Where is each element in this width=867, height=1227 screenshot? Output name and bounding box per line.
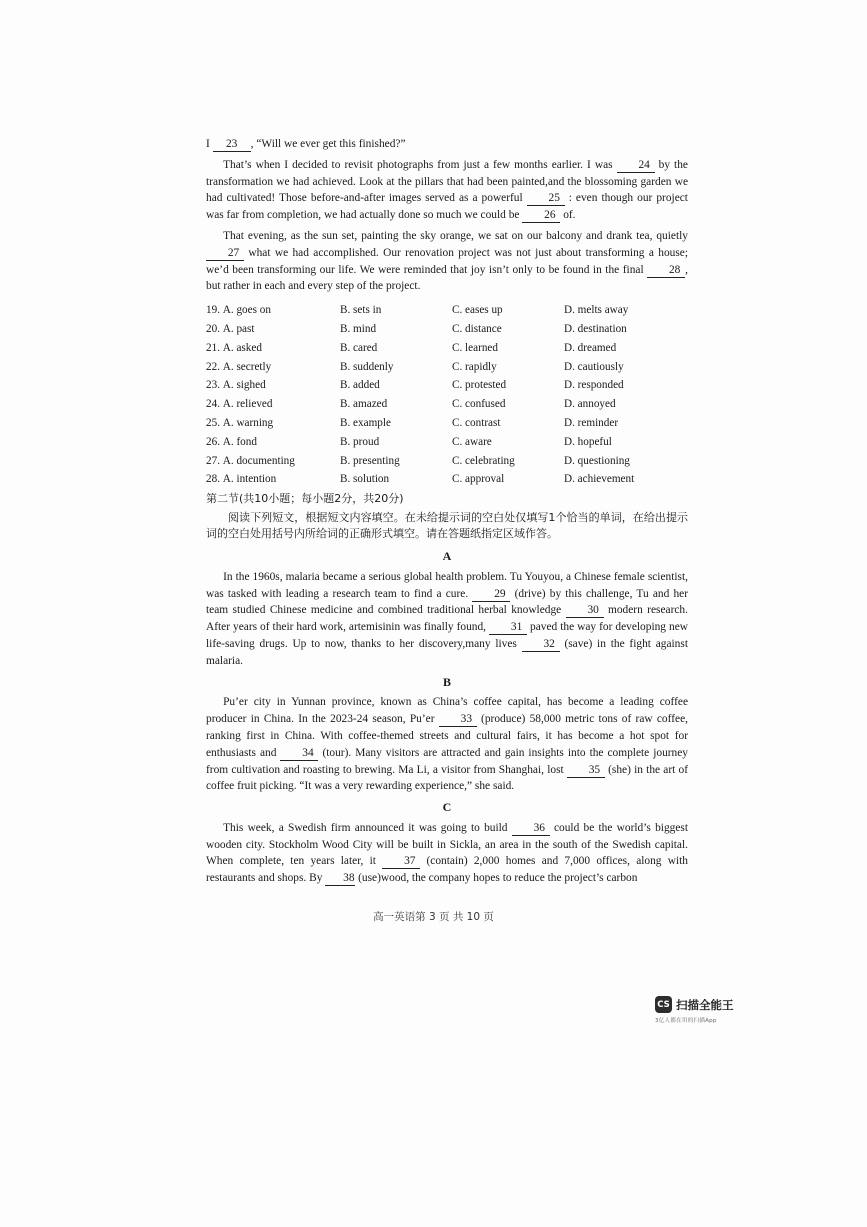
option-b: B. presenting [340,454,400,467]
option-row-28 [206,470,688,489]
option-row-23 [206,376,688,395]
option-c: C. aware [452,435,492,448]
option-d: D. hopeful [564,435,612,448]
option-d: D. dreamed [564,341,617,354]
text: In the 1960s, malaria became a serious global health problem. Tu Youyou, a Chinese female scientist, was tasked with leading a research team to find a cure. [206,570,688,600]
option-row-26 [206,433,688,452]
text: modern research. After years of their hard work, artemisinin was finally found, [206,604,688,634]
option-b: B. added [340,379,380,392]
text: (she) in the art of coffee fruit picking. “It was a very rewarding experience,” she said. [206,763,688,793]
text: , “Will we ever get this finished?” [250,138,406,150]
blank-31: 31 [489,621,527,635]
section-title: 第二节(共10小题；每小题2分，共20分) [206,492,404,506]
text: I [206,138,210,150]
passage-c-label: C [442,800,452,815]
option-b: B. sets in [340,304,382,317]
blank-26: 26 [522,209,560,223]
text: paved the way for developing new life-saving drugs. Up to now, thanks to her discovery,many lives [206,621,688,650]
text: (contain) 2,000 homes and 7,000 offices, along with restaurants and shops. By [206,855,689,885]
blank-27: 27 [206,247,244,261]
option-c: C. protested [452,379,507,392]
passage-b-text [206,694,688,795]
option-row-24 [206,395,688,414]
question-number: 21. [206,341,220,354]
answer-options [206,301,688,489]
blank-35: 35 [567,764,605,778]
option-c: C. learned [452,341,498,354]
blank-36: 36 [512,822,550,836]
option-a: A. intention [222,473,277,486]
text: (drive) by this challenge, Tu and her team studied Chinese medicine and combined traditional herbal knowledge [206,587,688,617]
scanner-watermark [655,996,734,1013]
text: This week, a Swedish firm announced it was going to build [223,821,508,834]
section-instructions: 阅读下列短文，根据短文内容填空。在未给提示词的空白处仅填写1个恰当的单词，在给出提示词的空白处用括号内所给词的正确形式填空。请在答题纸指定区域作答。 [206,510,688,540]
option-row-27 [206,452,688,471]
option-c: C. distance [452,322,502,335]
option-d: D. responded [564,379,624,392]
option-row-19 [206,301,688,320]
camscanner-logo-icon: CS [655,996,672,1013]
text: by the transformation we had achieved. Look at the pillars that had been painted,and the blossoming garden we had cultivated! Those before-and-after images served as a powerful [206,158,688,205]
option-d: D. annoyed [564,398,616,411]
option-a: A. sighed [222,379,266,392]
blank-37: 37 [382,855,420,869]
option-d: D. destination [564,322,627,335]
option-row-22 [206,358,688,377]
question-number: 19. [206,304,220,317]
option-a: A. documenting [222,454,295,467]
blank-28: 28 [647,264,685,278]
blank-23: 23 [213,138,251,152]
question-number: 24. [206,398,220,411]
option-a: A. secretly [222,360,272,373]
option-b: B. proud [340,435,380,448]
option-d: D. achievement [564,473,635,486]
page-footer: 高一英语第 3 页 共 10 页 [373,911,494,923]
blank-38: 38 [325,872,355,886]
text: could be the world’s biggest wooden city. Stockholm Wood City will be built in Sickla, an area in the south of the Swedish capital. When complete, ten years later, it [206,821,688,868]
text: That evening, as the sun set, painting the sky orange, we sat on our balcony and drank tea, quietly [223,229,688,242]
question-number: 20. [206,322,220,335]
option-a: A. relieved [222,398,273,411]
passage-a-label: A [442,548,452,563]
option-d: D. cautiously [564,360,624,373]
passage-a-text [206,569,688,670]
text: (use)wood, the company hopes to reduce the project’s carbon [358,872,638,885]
text: (tour). Many visitors are attracted and gain insights into the complete journey from cultivation and roasting to brewing. Ma Li, a visitor from Shanghai, lost [206,746,688,776]
scanner-tagline: 3亿人都在用的扫描App [655,1018,717,1024]
blank-34: 34 [280,747,318,761]
option-a: A. fond [222,435,257,448]
option-b: B. solution [340,473,390,486]
option-c: C. confused [452,398,506,411]
text: of. [563,209,576,222]
cloze-paragraph-3 [206,228,688,295]
page-content [206,136,688,891]
option-b: B. suddenly [340,360,394,373]
option-row-21 [206,339,688,358]
option-b: B. amazed [340,398,388,411]
option-c: C. rapidly [452,360,497,373]
blank-29: 29 [472,588,510,602]
option-row-20 [206,320,688,339]
option-a: A. warning [222,416,274,429]
option-a: A. asked [222,341,262,354]
passage-b-label: B [442,674,451,689]
text: That’s when I decided to revisit photographs from just a few months earlier. I was [223,158,613,171]
question-number: 22. [206,360,220,373]
option-d: D. melts away [564,304,629,317]
option-c: C. approval [452,473,505,486]
option-a: A. goes on [222,304,271,317]
text: what we had accomplished. Our renovation project was not just about transforming a house; we’d been transforming our life. We were reminded that joy isn’t only to be found in the final [206,246,688,276]
text: : even though our project was far from completion, we had actually done so much we could be [206,192,688,222]
option-row-25 [206,414,688,433]
question-number: 25. [206,416,220,429]
cloze-paragraph-2 [206,157,688,224]
option-b: B. cared [340,341,378,354]
blank-30: 30 [566,604,604,618]
question-number: 23. [206,379,220,392]
passage-c-text [206,820,688,887]
option-d: D. questioning [564,454,630,467]
option-c: C. eases up [452,304,503,317]
scanner-app-name: 扫描全能王 [676,997,734,1012]
question-number: 26. [206,435,220,448]
question-number: 28. [206,473,220,486]
blank-25: 25 [527,192,565,206]
option-b: B. mind [340,322,377,335]
blank-32: 32 [522,638,560,652]
option-d: D. reminder [564,416,619,429]
cloze-paragraph-1 [206,136,688,153]
text: Pu’er city in Yunnan province, known as China’s coffee capital, has become a leading coffee producer in China. In the 2023-24 season, Pu’er [206,696,688,726]
option-a: A. past [222,322,255,335]
option-b: B. example [340,416,391,429]
text: , but rather in each and every step of the project. [206,263,688,293]
text: (save) in the fight against malaria. [206,637,688,667]
blank-24: 24 [617,159,655,173]
question-number: 27. [206,454,220,467]
option-c: C. contrast [452,416,501,429]
blank-33: 33 [439,713,477,727]
text: (produce) 58,000 metric tons of raw coffee, ranking first in China. With coffee-themed streets and cultural fairs, it has become a hot spot for enthusiasts and [206,713,688,759]
option-c: C. celebrating [452,454,515,467]
